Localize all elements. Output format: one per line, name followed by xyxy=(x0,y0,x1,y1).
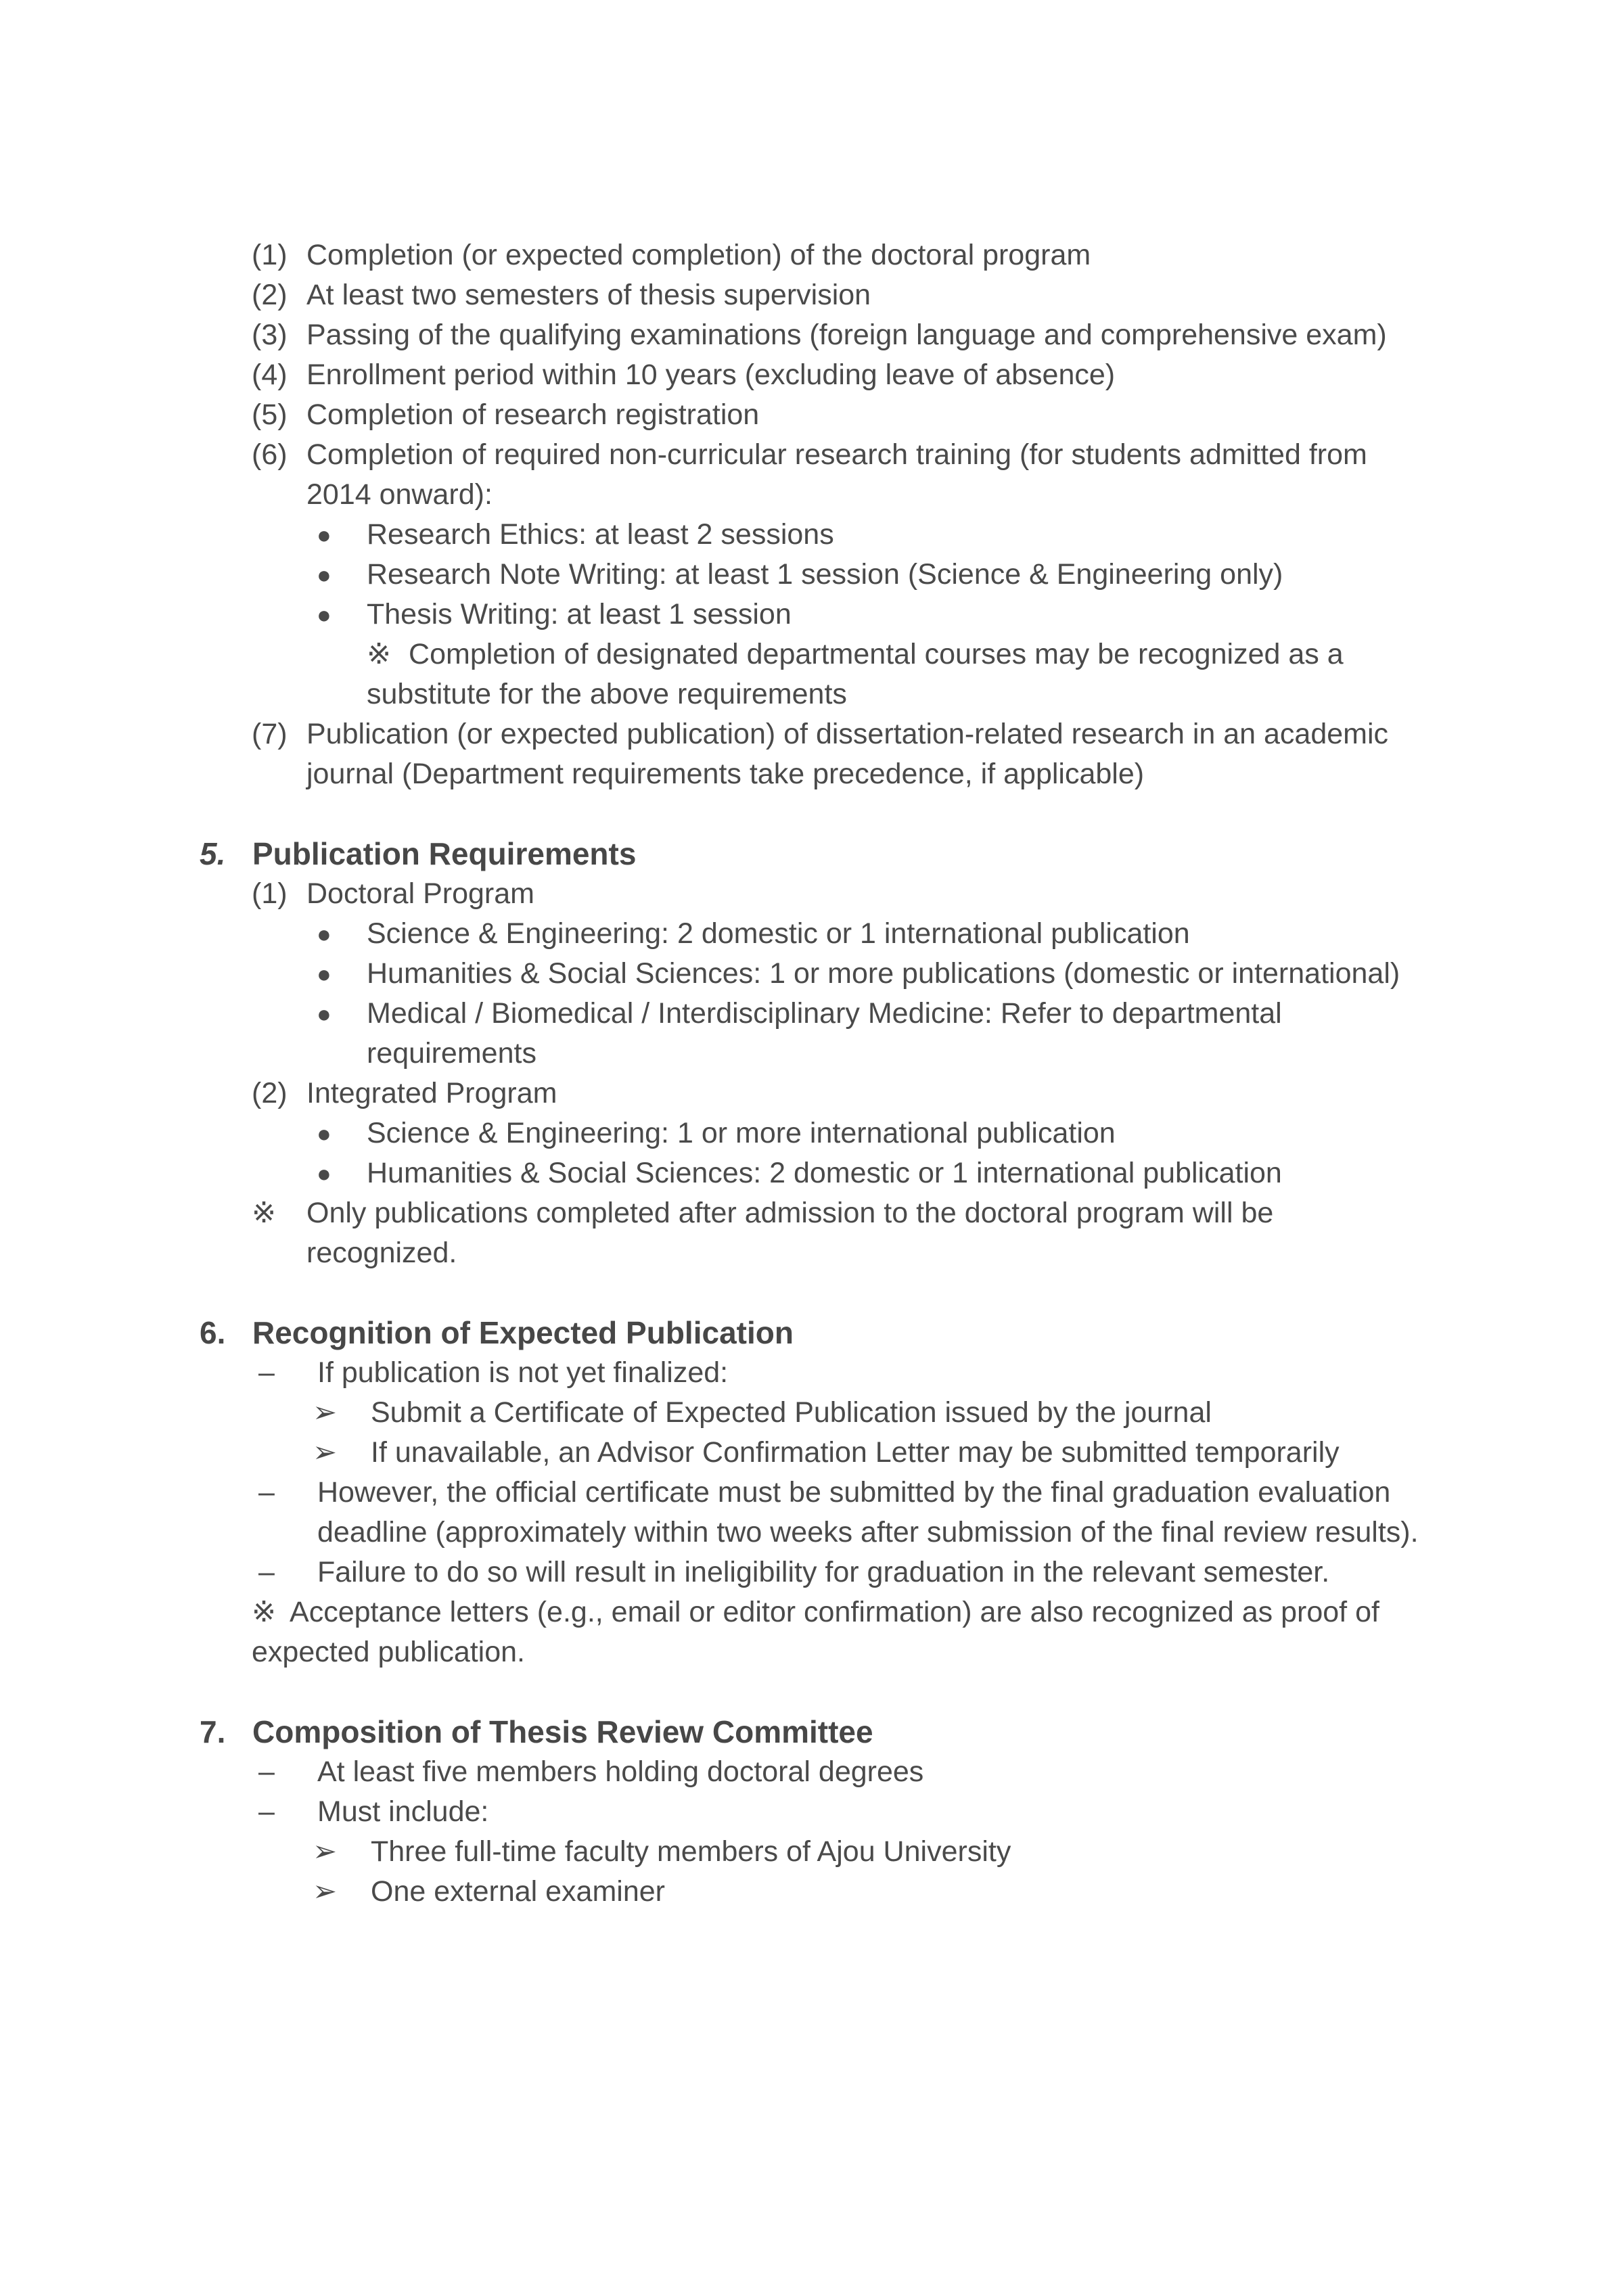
bullet-item xyxy=(0,914,1420,954)
numbered-item xyxy=(0,235,1420,275)
bullet-item xyxy=(0,555,1420,595)
bullet-dot-icon: ● xyxy=(317,920,332,948)
item-text: Three full-time faculty members of Ajou University xyxy=(371,1835,1011,1868)
bullet-item xyxy=(0,994,1420,1074)
numbered-item xyxy=(0,355,1420,395)
dash-bullet-icon: – xyxy=(258,1755,275,1788)
item-text: If unavailable, an Advisor Confirmation Letter may be submitted temporarily xyxy=(371,1436,1340,1469)
item-text: Passing of the qualifying examinations (foreign language and comprehensive exam) xyxy=(306,319,1387,351)
item-text: Must include: xyxy=(317,1795,489,1828)
item-text: Publication (or expected publication) of dissertation-related research in an academic journal (Department requirements take precedence, if applicable) xyxy=(306,718,1389,790)
numbered-item xyxy=(0,714,1420,794)
dash-bullet-icon: – xyxy=(258,1476,275,1509)
item-number-marker: (6) xyxy=(252,438,288,471)
item-text: Medical / Biomedical / Interdisciplinary Medicine: Refer to departmental requirements xyxy=(367,997,1282,1070)
note-item xyxy=(0,1193,1420,1273)
item-text: At least five members holding doctoral degrees xyxy=(317,1755,924,1788)
heading-number: 5. xyxy=(200,836,226,871)
item-text: Science & Engineering: 2 domestic or 1 international publication xyxy=(367,917,1190,950)
item-number-marker: (4) xyxy=(252,359,288,391)
dash-item xyxy=(0,1553,1420,1592)
numbered-item xyxy=(0,1074,1420,1113)
note-text: Completion of designated departmental courses may be recognized as a substitute for the above requirements xyxy=(367,638,1344,710)
numbered-item xyxy=(0,435,1420,515)
arrowhead-bullet-icon: ➢ xyxy=(313,1875,338,1908)
numbered-item xyxy=(0,315,1420,355)
bullet-dot-icon: ● xyxy=(317,1160,332,1187)
item-text: Integrated Program xyxy=(306,1077,557,1109)
dash-item xyxy=(0,1473,1420,1553)
bullet-item xyxy=(0,1153,1420,1193)
item-text: Humanities & Social Sciences: 2 domestic or 1 international publication xyxy=(367,1157,1282,1189)
bullet-dot-icon: ● xyxy=(317,960,332,988)
note-item xyxy=(0,1592,1420,1672)
arrow-item xyxy=(0,1433,1420,1473)
dash-bullet-icon: – xyxy=(258,1356,275,1389)
item-text: Research Note Writing: at least 1 session (Science & Engineering only) xyxy=(367,558,1283,591)
note-item xyxy=(0,635,1420,714)
item-text: At least two semesters of thesis supervision xyxy=(306,279,871,311)
bullet-item xyxy=(0,515,1420,555)
arrow-item xyxy=(0,1832,1420,1872)
heading-number: 6. xyxy=(200,1315,226,1350)
item-number-marker: (1) xyxy=(252,239,288,271)
arrowhead-bullet-icon: ➢ xyxy=(313,1436,338,1469)
heading-text: Composition of Thesis Review Committee xyxy=(252,1714,873,1749)
section-heading-publication-requirements xyxy=(0,834,1420,874)
item-number-marker: (7) xyxy=(252,718,288,750)
item-number-marker: (2) xyxy=(252,1077,288,1109)
bullet-item xyxy=(0,954,1420,994)
item-text: Thesis Writing: at least 1 session xyxy=(367,598,792,630)
item-text: Failure to do so will result in ineligibility for graduation in the relevant semester. xyxy=(317,1556,1330,1588)
item-text: Enrollment period within 10 years (excluding leave of absence) xyxy=(306,359,1116,391)
item-text: Doctoral Program xyxy=(306,877,534,910)
bullet-dot-icon: ● xyxy=(317,521,332,549)
dash-item xyxy=(0,1752,1420,1792)
item-text: Research Ethics: at least 2 sessions xyxy=(367,518,834,551)
item-text: Humanities & Social Sciences: 1 or more publications (domestic or international) xyxy=(367,957,1400,990)
item-number-marker: (5) xyxy=(252,398,288,431)
item-text: Science & Engineering: 1 or more international publication xyxy=(367,1117,1116,1149)
heading-text: Recognition of Expected Publication xyxy=(252,1315,794,1350)
item-number-marker: (2) xyxy=(252,279,288,311)
numbered-item xyxy=(0,275,1420,315)
item-text: One external examiner xyxy=(371,1875,665,1908)
item-text: However, the official certificate must be submitted by the final graduation evaluation deadline (approximately within two weeks after submission of the final review results). xyxy=(317,1476,1419,1548)
dash-bullet-icon: – xyxy=(258,1795,275,1828)
numbered-item xyxy=(0,395,1420,435)
dash-bullet-icon: – xyxy=(258,1556,275,1588)
dash-item xyxy=(0,1792,1420,1832)
heading-text: Publication Requirements xyxy=(252,836,637,871)
numbered-item xyxy=(0,874,1420,914)
item-text: Completion (or expected completion) of the doctoral program xyxy=(306,239,1091,271)
section-heading-recognition-of-expected-publication xyxy=(0,1313,1420,1353)
bullet-dot-icon: ● xyxy=(317,561,332,589)
bullet-dot-icon: ● xyxy=(317,1120,332,1147)
note-text: Only publications completed after admission to the doctoral program will be recognized. xyxy=(306,1197,1274,1269)
arrowhead-bullet-icon: ➢ xyxy=(313,1835,338,1868)
arrowhead-bullet-icon: ➢ xyxy=(313,1396,338,1429)
bullet-item xyxy=(0,595,1420,635)
reference-mark-icon: ※ xyxy=(252,1197,277,1229)
arrow-item xyxy=(0,1872,1420,1912)
item-number-marker: (1) xyxy=(252,877,288,910)
item-number-marker: (3) xyxy=(252,319,288,351)
section-heading-composition-of-thesis-review-committee xyxy=(0,1712,1420,1752)
arrow-item xyxy=(0,1393,1420,1433)
bullet-item xyxy=(0,1113,1420,1153)
bullet-dot-icon: ● xyxy=(317,1000,332,1028)
item-text: If publication is not yet finalized: xyxy=(317,1356,729,1389)
item-text: Submit a Certificate of Expected Publication issued by the journal xyxy=(371,1396,1212,1429)
bullet-dot-icon: ● xyxy=(317,601,332,628)
item-text: Completion of research registration xyxy=(306,398,760,431)
reference-mark-icon: ※ xyxy=(367,638,392,670)
note-text: Acceptance letters (e.g., email or editor confirmation) are also recognized as proof of expected publication. xyxy=(252,1596,1379,1668)
heading-number: 7. xyxy=(200,1714,226,1749)
item-text: Completion of required non-curricular research training (for students admitted from 2014 onward): xyxy=(306,438,1367,511)
dash-item xyxy=(0,1353,1420,1393)
reference-mark-icon: ※ xyxy=(252,1596,277,1628)
